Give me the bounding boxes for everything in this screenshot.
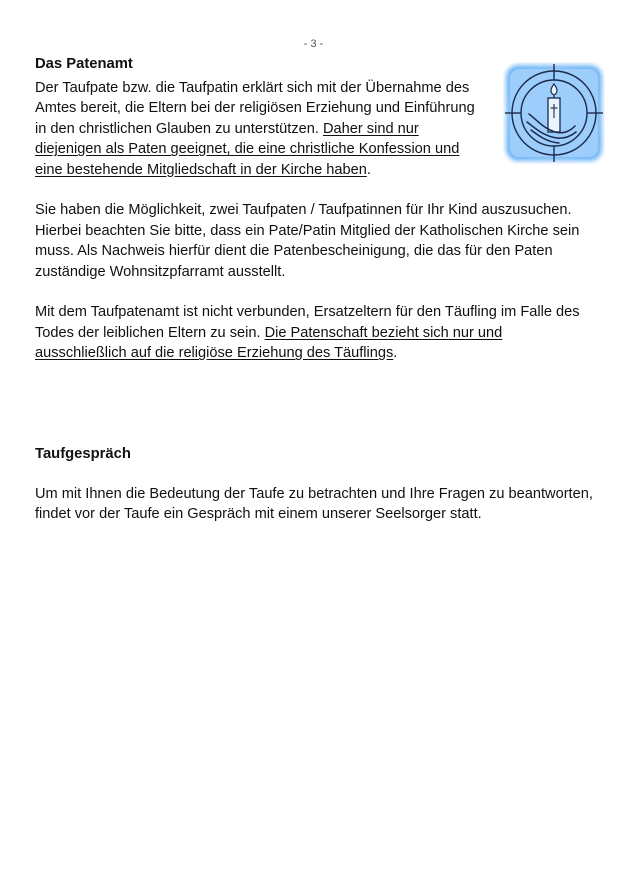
paragraph-patenamt-1 [35,78,475,180]
paragraph-end: . [366,161,371,178]
underlined-text: Daher sind nur diejenigen als Paten geeignet, die eine christliche Konfession und eine bestehende Mitgliedschaft in der Kirche haben [35,120,460,178]
paragraph-text: Mit dem Taufpatenamt ist nicht verbunden, Ersatzeltern für den Täufling im Falle des Todes der leiblichen Eltern zu sein. [35,304,580,341]
underlined-text: Die Patenschaft bezieht sich nur und ausschließlich auf die religiöse Erziehung des Täuflings [35,324,503,362]
paragraph-patenamt-2: Sie haben die Möglichkeit, zwei Taufpaten / Taufpatinnen für Ihr Kind auszusuchen. Hierbei beachten Sie bitte, dass ein Pate/Patin Mitglied der Katholischen Kirche sein muss. Als Nachweis hierfür dient die Patenbescheinigung, die das für den Paten zuständige Wohnsitzpfarramt ausstellt. [35,202,580,280]
paragraph-end: . [393,345,398,362]
section-title-taufgespraech: Taufgespräch [35,445,131,462]
paragraph-text: Der Taufpate bzw. die Taufpatin erklärt sich mit der Übernahme des Amtes bereit, die Eltern bei der religiösen Erziehung und Einführung in den christlichen Glauben zu unterstützen. [35,80,475,137]
paragraph-patenamt-3 [35,302,595,363]
paragraph-taufgespraech: Um mit Ihnen die Bedeutung der Taufe zu betrachten und Ihre Fragen zu beantworten, findet vor der Taufe ein Gespräch mit einem unserer Seelsorger statt. [35,486,593,523]
section-title-patenamt: Das Patenamt [35,56,133,72]
document-body [35,54,595,525]
page-number: - 3 - [303,38,324,50]
section-taufgespraech [35,444,595,525]
